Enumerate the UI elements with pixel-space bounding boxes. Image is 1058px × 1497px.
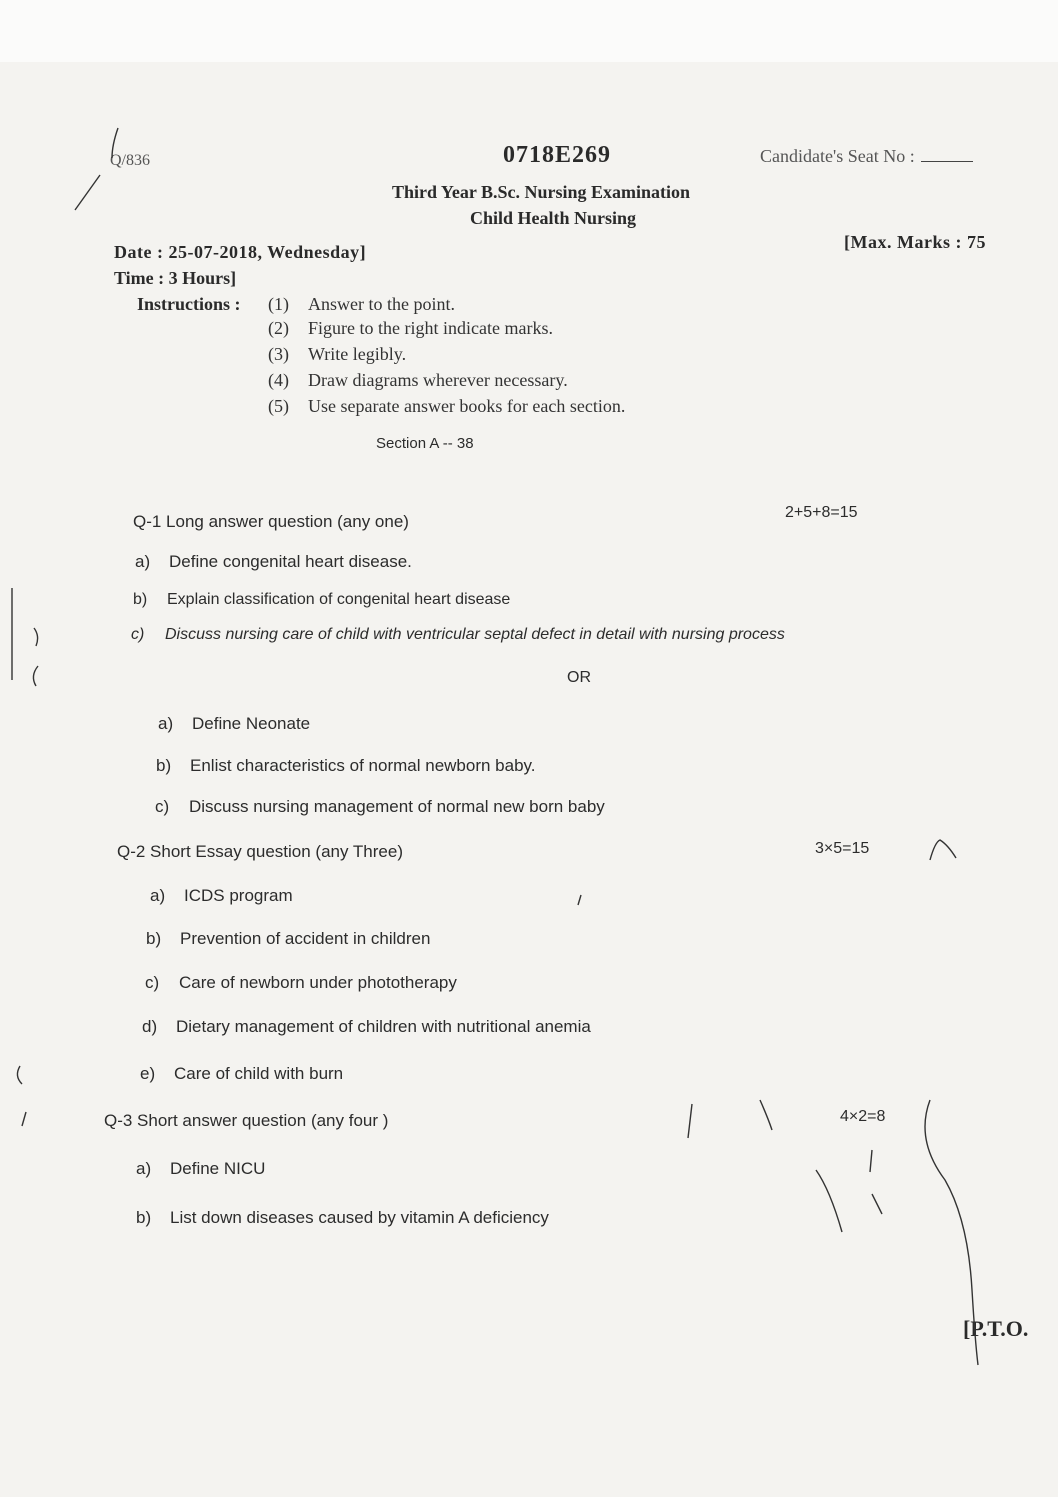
q3-marks: 4×2=8 bbox=[840, 1108, 886, 1125]
instruction-item: (1) Answer to the point. bbox=[268, 294, 455, 314]
instructions-label: Instructions : bbox=[137, 294, 241, 314]
instruction-item: (5) Use separate answer books for each section. bbox=[268, 396, 626, 416]
q1-title: Q-1 Long answer question (any one) bbox=[133, 512, 409, 531]
max-marks: [Max. Marks : 75 bbox=[844, 232, 986, 252]
q2-item: c) Care of newborn under phototherapy bbox=[145, 973, 457, 992]
q3-item: a) Define NICU bbox=[136, 1159, 266, 1178]
pen-mark bbox=[925, 1100, 978, 1365]
q2-item: b) Prevention of accident in children bbox=[146, 929, 431, 948]
q3-title: Q-3 Short answer question (any four ) bbox=[104, 1111, 389, 1130]
q1-item: c) Discuss nursing care of child with ventricular septal defect in detail with nursing process bbox=[131, 626, 785, 643]
q2-title: Q-2 Short Essay question (any Three) bbox=[117, 842, 403, 861]
pen-mark bbox=[22, 1112, 26, 1126]
q2-item: e) Care of child with burn bbox=[140, 1064, 344, 1083]
q3-item: b) List down diseases caused by vitamin A deficiency bbox=[136, 1208, 549, 1227]
pen-mark bbox=[870, 1150, 872, 1172]
pen-mark bbox=[17, 1066, 22, 1084]
pen-mark bbox=[930, 840, 956, 860]
paper-code: 0718E269 bbox=[503, 142, 612, 168]
q1-alt-item: b) Enlist characteristics of normal newborn baby. bbox=[156, 756, 536, 775]
exam-time: Time : 3 Hours] bbox=[114, 268, 237, 288]
q1-item: a) Define congenital heart disease. bbox=[135, 552, 412, 571]
exam-title: Third Year B.Sc. Nursing Examination bbox=[392, 182, 691, 202]
page-turn-over: [P.T.O. bbox=[963, 1316, 1029, 1341]
pen-mark bbox=[688, 1104, 692, 1138]
instruction-item: (2) Figure to the right indicate marks. bbox=[268, 318, 553, 338]
pen-mark bbox=[816, 1170, 842, 1232]
pen-mark bbox=[34, 628, 38, 646]
pen-mark bbox=[760, 1100, 772, 1130]
q2-item: d) Dietary management of children with nutritional anemia bbox=[142, 1017, 591, 1036]
pen-mark bbox=[578, 895, 581, 905]
q1-alt-item: a) Define Neonate bbox=[158, 714, 311, 733]
or-separator: OR bbox=[567, 669, 591, 686]
pen-mark bbox=[872, 1194, 882, 1214]
q1-item: b) Explain classification of congenital heart disease bbox=[133, 591, 511, 608]
seat-label: Candidate's Seat No : bbox=[760, 146, 915, 166]
q1-alt-item: c) Discuss nursing management of normal new born baby bbox=[155, 797, 605, 816]
pen-mark bbox=[33, 666, 38, 686]
pen-mark bbox=[112, 128, 118, 158]
instruction-item: (3) Write legibly. bbox=[268, 344, 407, 364]
section-heading: Section A -- 38 bbox=[376, 435, 474, 452]
q2-marks: 3×5=15 bbox=[815, 840, 870, 857]
q1-marks: 2+5+8=15 bbox=[785, 504, 858, 521]
question-paper-number: Q/836 bbox=[110, 152, 150, 169]
subject-title: Child Health Nursing bbox=[470, 208, 637, 228]
exam-date: Date : 25-07-2018, Wednesday] bbox=[114, 242, 367, 262]
instruction-item: (4) Draw diagrams wherever necessary. bbox=[268, 370, 568, 390]
pen-mark bbox=[75, 175, 100, 210]
q2-item: a) ICDS program bbox=[150, 886, 293, 905]
